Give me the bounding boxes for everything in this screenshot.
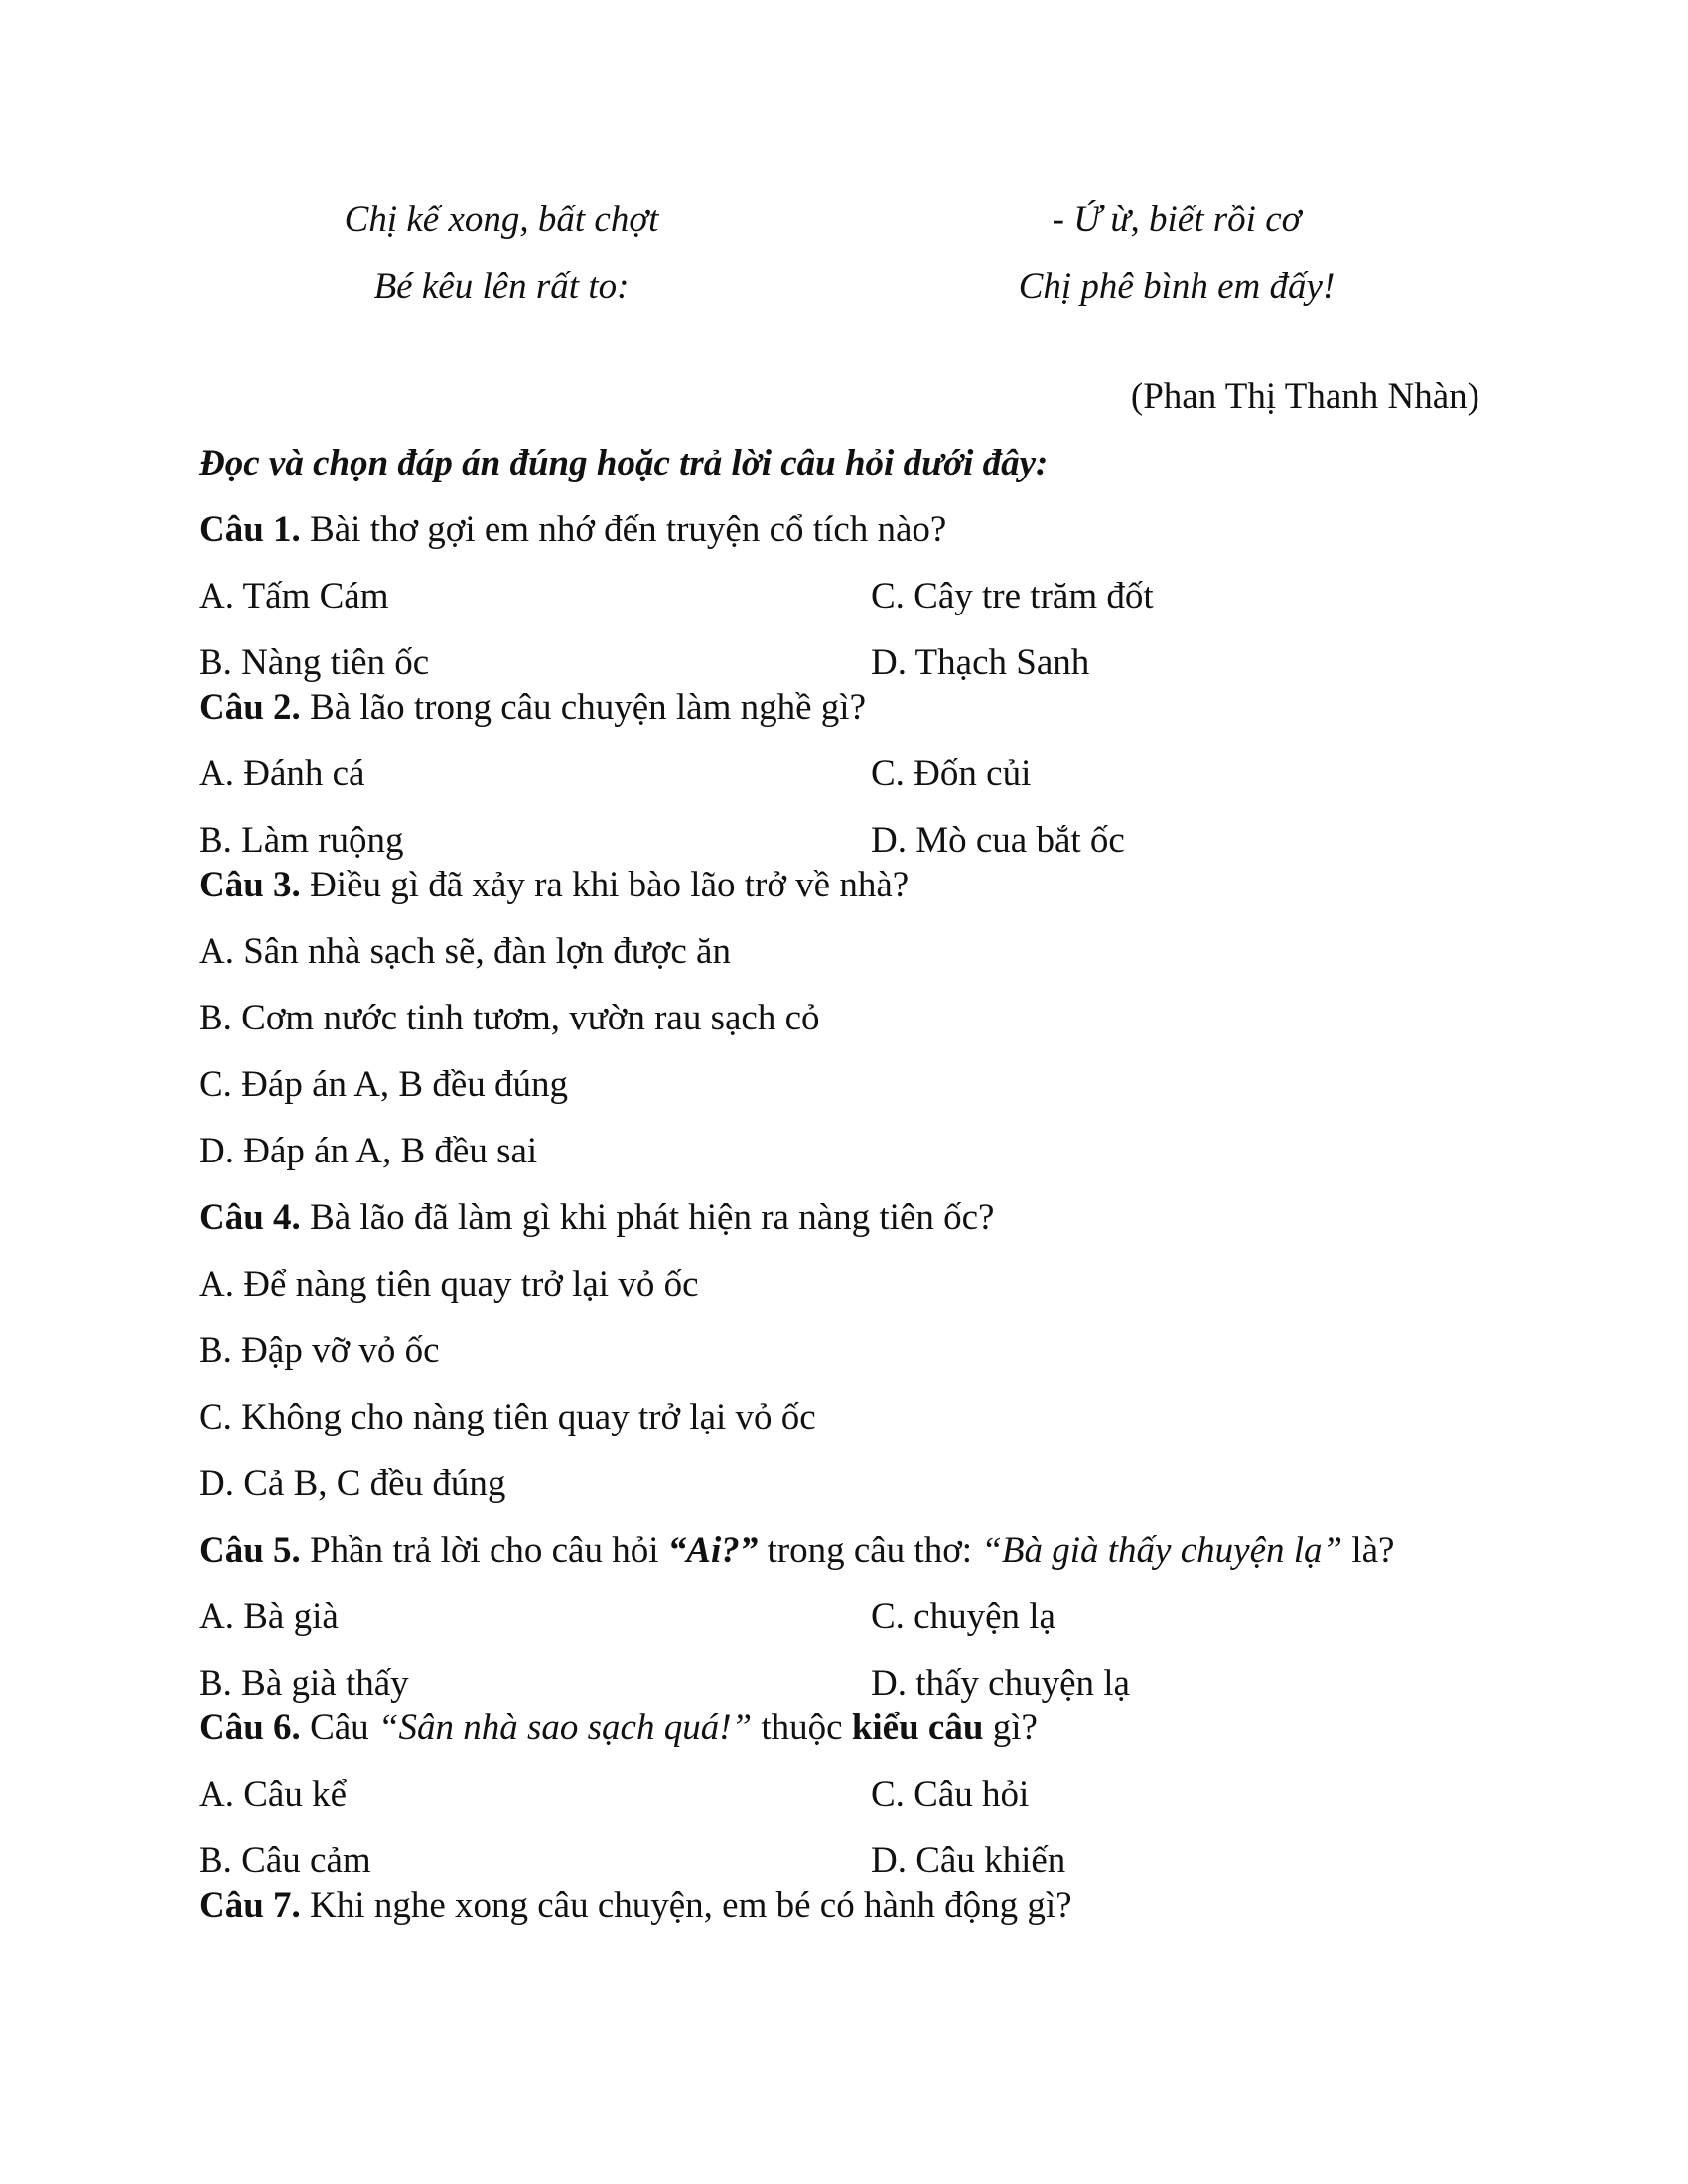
- option-a: A. Sân nhà sạch sẽ, đàn lợn được ăn: [199, 931, 731, 972]
- option-d: D. Đáp án A, B đều sai: [199, 1131, 538, 1171]
- question-4: [199, 1196, 994, 1240]
- question-text: Điều gì đã xảy ra khi bào lão trở về nhà?: [310, 865, 910, 905]
- option-c: C. Cây tre trăm đốt: [871, 576, 1154, 616]
- poem-line: Bé kêu lên rất to:: [373, 266, 630, 307]
- question-label: Câu 6.: [199, 1707, 301, 1748]
- question-1: [199, 508, 946, 552]
- question-6: [199, 1706, 1038, 1750]
- question-3: [199, 864, 909, 907]
- option-c: C. Không cho nàng tiên quay trở lại vỏ ốc: [199, 1397, 816, 1437]
- question-emphasis: kiểu câu: [851, 1707, 984, 1748]
- option-c: C. Câu hỏi: [871, 1774, 1030, 1815]
- question-text: Bài thơ gợi em nhớ đến truyện cổ tích nào?: [310, 509, 947, 550]
- question-quote-ai: “Ai?”: [667, 1530, 759, 1570]
- question-text-part: trong câu thơ:: [758, 1530, 982, 1570]
- question-5: [199, 1529, 1394, 1572]
- option-b: B. Đập vỡ vỏ ốc: [199, 1330, 440, 1371]
- question-quote-verse: “Bà già thấy chuyện lạ”: [981, 1530, 1343, 1570]
- option-c: C. Đáp án A, B đều đúng: [199, 1064, 569, 1105]
- option-d: D. Câu khiến: [871, 1841, 1066, 1881]
- question-text: Bà lão trong câu chuyện làm nghề gì?: [310, 687, 867, 728]
- option-d: D. thấy chuyện lạ: [871, 1663, 1130, 1704]
- option-a: A. Tấm Cám: [199, 576, 389, 616]
- option-c: C. Đốn củi: [871, 753, 1032, 794]
- poem-author: (Phan Thị Thanh Nhàn): [1130, 376, 1479, 417]
- option-b: B. Nàng tiên ốc: [199, 642, 430, 683]
- question-label: Câu 7.: [199, 1885, 301, 1926]
- poem-line: Chị phê bình em đấy!: [1018, 266, 1336, 307]
- poem-line: - Ứ ừ, biết rồi cơ: [1052, 200, 1302, 240]
- option-b: B. Câu cảm: [199, 1841, 371, 1881]
- question-text-part: gì?: [983, 1707, 1038, 1748]
- question-text-part: thuộc: [752, 1707, 852, 1748]
- question-text-part: Phần trả lời cho câu hỏi: [310, 1530, 668, 1570]
- option-b: B. Bà già thấy: [199, 1663, 409, 1704]
- option-b: B. Cơm nước tinh tươm, vườn rau sạch cỏ: [199, 998, 820, 1038]
- instruction-heading: Đọc và chọn đáp án đúng hoặc trả lời câu hỏi dưới đây:: [199, 443, 1049, 483]
- option-a: A. Đánh cá: [199, 753, 365, 794]
- question-text-part: Câu: [310, 1707, 378, 1748]
- question-2: [199, 686, 866, 730]
- option-d: D. Cả B, C đều đúng: [199, 1463, 506, 1504]
- question-label: Câu 4.: [199, 1197, 301, 1238]
- question-text: Khi nghe xong câu chuyện, em bé có hành động gì?: [310, 1885, 1072, 1926]
- question-label: Câu 2.: [199, 687, 301, 728]
- question-text: Bà lão đã làm gì khi phát hiện ra nàng tiên ốc?: [310, 1197, 995, 1238]
- poem-line: Chị kể xong, bất chợt: [344, 200, 659, 240]
- question-label: Câu 5.: [199, 1530, 301, 1570]
- option-d: D. Thạch Sanh: [871, 642, 1090, 683]
- option-a: A. Bà già: [199, 1596, 339, 1637]
- option-c: C. chuyện lạ: [871, 1596, 1055, 1637]
- option-b: B. Làm ruộng: [199, 820, 404, 861]
- option-a: A. Để nàng tiên quay trở lại vỏ ốc: [199, 1264, 699, 1304]
- question-label: Câu 3.: [199, 865, 301, 905]
- question-quote-sentence: “Sân nhà sao sạch quá!”: [377, 1707, 753, 1748]
- option-a: A. Câu kể: [199, 1774, 347, 1815]
- question-text-part: là?: [1342, 1530, 1395, 1570]
- option-d: D. Mò cua bắt ốc: [871, 820, 1125, 861]
- question-7: [199, 1884, 1072, 1928]
- question-label: Câu 1.: [199, 509, 301, 550]
